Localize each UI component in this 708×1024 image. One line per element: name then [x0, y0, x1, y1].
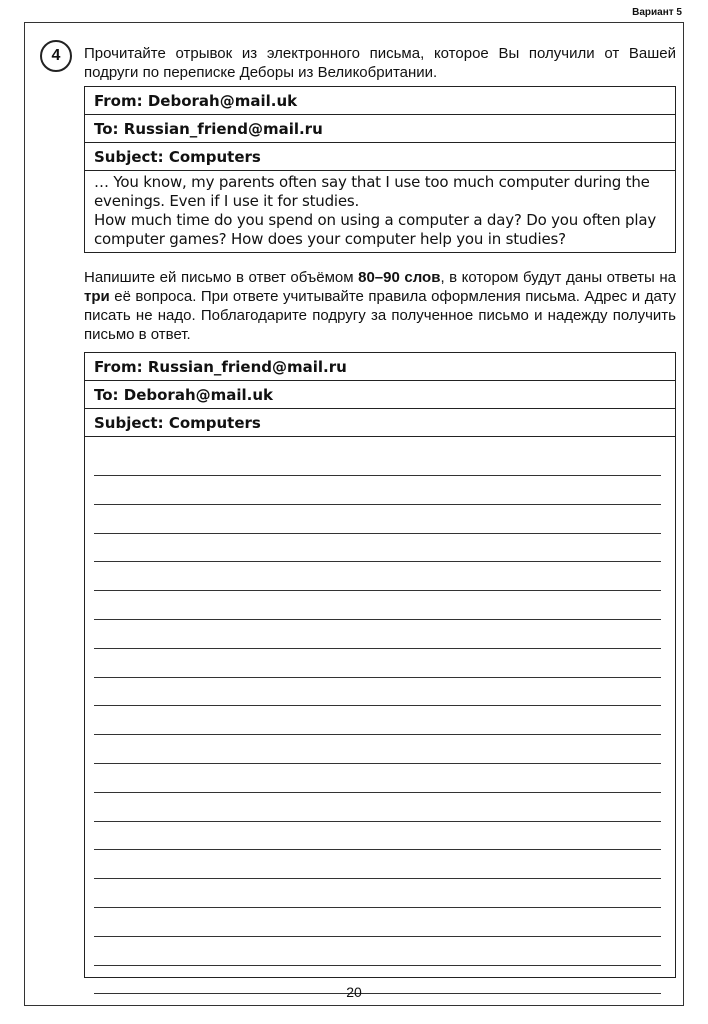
reply-subject: Subject: Computers — [85, 409, 675, 437]
writing-line[interactable] — [94, 907, 661, 908]
reply-to: To: Deborah@mail.uk — [85, 381, 675, 409]
instr-three: три — [84, 288, 110, 305]
task-number-badge: 4 — [40, 40, 72, 72]
incoming-email-box — [84, 86, 676, 253]
writing-line[interactable] — [94, 504, 661, 505]
writing-line[interactable] — [94, 734, 661, 735]
incoming-to: To: Russian_friend@mail.ru — [85, 115, 675, 143]
writing-line[interactable] — [94, 677, 661, 678]
writing-line[interactable] — [94, 763, 661, 764]
instr-word-count: 80–90 слов — [358, 269, 441, 286]
incoming-subject: Subject: Computers — [85, 143, 675, 171]
instr-part1: Напишите ей письмо в ответ объёмом — [84, 269, 359, 286]
writing-line[interactable] — [94, 705, 661, 706]
writing-line[interactable] — [94, 821, 661, 822]
writing-line[interactable] — [94, 849, 661, 850]
writing-line[interactable] — [94, 878, 661, 879]
instr-part3: её вопроса. При ответе учитывайте правила оформления письма. Адрес и дату писать не надо. Поблагодарите подругу за полученное письмо и надежду получить письмо в ответ. — [84, 288, 676, 343]
reply-from: From: Russian_friend@mail.ru — [85, 353, 675, 381]
task-instructions — [84, 268, 676, 344]
writing-line[interactable] — [94, 965, 661, 966]
instr-part2: , в котором будут даны ответы на — [440, 269, 677, 286]
variant-label: Вариант 5 — [632, 7, 682, 18]
reply-email-box — [84, 352, 676, 978]
writing-line[interactable] — [94, 561, 661, 562]
writing-line[interactable] — [94, 619, 661, 620]
writing-line[interactable] — [94, 590, 661, 591]
writing-line[interactable] — [94, 936, 661, 937]
incoming-body-line: evenings. Even if I use it for studies. — [94, 192, 360, 210]
task-intro: Прочитайте отрывок из электронного письма, которое Вы получили от Вашей подруги по переписке Деборы из Великобритании. — [84, 45, 676, 81]
writing-line[interactable] — [94, 475, 661, 476]
writing-line[interactable] — [94, 648, 661, 649]
writing-line[interactable] — [94, 792, 661, 793]
writing-line[interactable] — [94, 533, 661, 534]
incoming-body-line: How much time do you spend on using a computer a day? Do you often play — [94, 211, 656, 229]
incoming-body-line: … You know, my parents often say that I use too much computer during the — [94, 173, 650, 191]
incoming-body-line: computer games? How does your computer help you in studies? — [94, 230, 566, 248]
incoming-from: From: Deborah@mail.uk — [85, 87, 675, 115]
page-number: 20 — [346, 984, 362, 1000]
incoming-body — [85, 171, 675, 252]
